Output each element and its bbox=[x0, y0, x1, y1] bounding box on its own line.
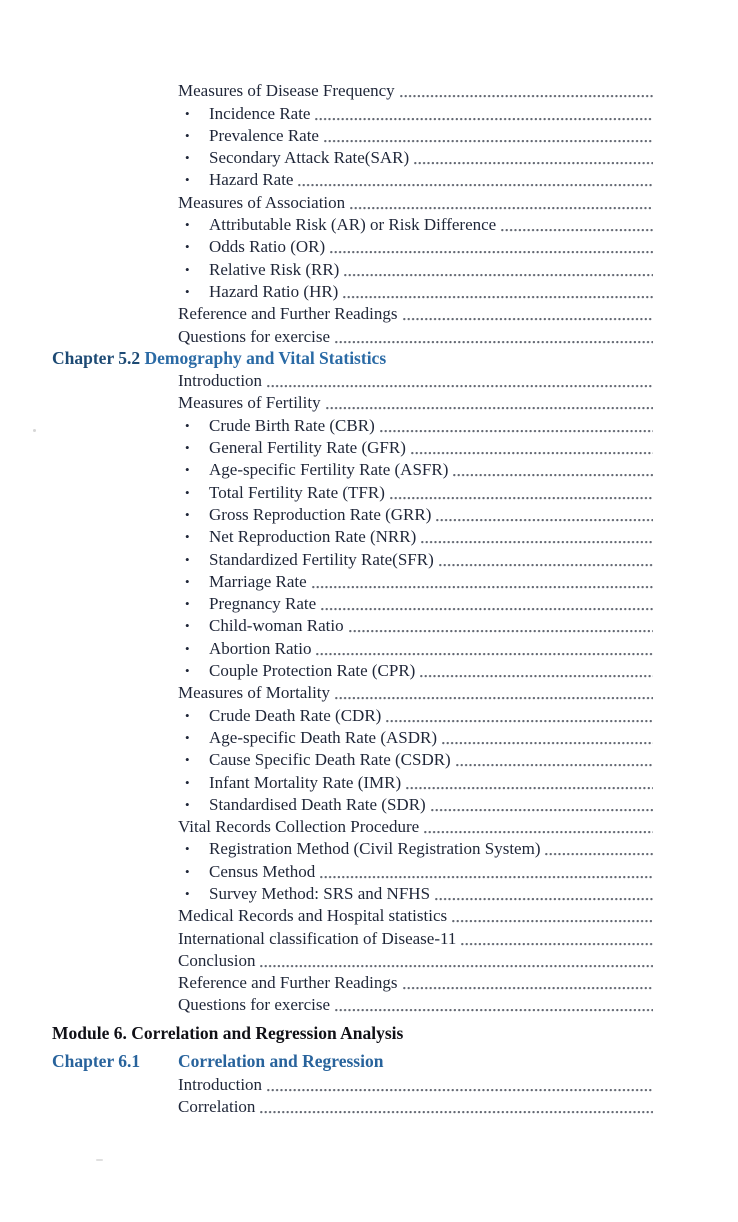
toc-entry-label: Measures of Fertility bbox=[178, 393, 321, 413]
toc-entry-label: Registration Method (Civil Registration System) bbox=[209, 839, 541, 859]
toc-entry-label: Couple Protection Rate (CPR) bbox=[209, 661, 416, 681]
dotted-leader bbox=[344, 273, 653, 277]
bullet-icon: • bbox=[185, 551, 190, 567]
dotted-leader bbox=[452, 919, 653, 923]
toc-bullet-item bbox=[178, 837, 653, 859]
bullet-icon: • bbox=[185, 573, 190, 589]
toc-entry-label: Age-specific Death Rate (ASDR) bbox=[209, 727, 438, 747]
toc-entry-label: Net Reproduction Rate (NRR) bbox=[209, 527, 417, 547]
toc-bullet-item bbox=[178, 503, 653, 525]
toc-bullet-item bbox=[178, 547, 653, 569]
dotted-leader bbox=[456, 763, 653, 767]
dotted-leader bbox=[312, 585, 653, 589]
chapter-number: Chapter 6.1 bbox=[52, 1051, 141, 1072]
toc-entry-label: Abortion Ratio bbox=[209, 638, 312, 658]
toc-entry-label: Introduction bbox=[178, 1074, 263, 1094]
dotted-leader bbox=[321, 607, 653, 611]
bullet-icon: • bbox=[185, 462, 190, 478]
dotted-leader bbox=[335, 1008, 653, 1012]
toc-entry-label: Cause Specific Death Rate (CSDR) bbox=[209, 750, 451, 770]
bullet-icon: • bbox=[185, 217, 190, 233]
toc-bullet-item bbox=[178, 413, 653, 435]
toc-bullet-item bbox=[178, 235, 653, 257]
toc-entry-label: Incidence Rate bbox=[209, 103, 311, 123]
bullet-icon: • bbox=[185, 752, 190, 768]
toc-entry-label: Reference and Further Readings bbox=[178, 973, 398, 993]
dotted-leader bbox=[406, 786, 653, 790]
toc-entry-label: Census Method bbox=[209, 861, 316, 881]
toc-entry-label: Questions for exercise bbox=[178, 995, 331, 1015]
bullet-icon: • bbox=[185, 729, 190, 745]
dotted-leader bbox=[424, 830, 653, 834]
toc-entry-label: Measures of Disease Frequency bbox=[178, 81, 395, 101]
dotted-leader bbox=[431, 808, 653, 812]
chapter-heading bbox=[52, 347, 653, 369]
dotted-leader bbox=[414, 161, 653, 165]
toc-bullet-item bbox=[178, 770, 653, 792]
dotted-leader bbox=[335, 696, 653, 700]
bullet-icon: • bbox=[185, 239, 190, 255]
dotted-leader bbox=[330, 250, 653, 254]
toc-entry-label: Prevalence Rate bbox=[209, 125, 319, 145]
toc-entry bbox=[178, 369, 653, 391]
bullet-icon: • bbox=[185, 417, 190, 433]
chapter-title: Demography and Vital Statistics bbox=[144, 347, 387, 368]
bullet-icon: • bbox=[185, 796, 190, 812]
scan-speck bbox=[96, 1159, 103, 1161]
toc-entry-label: Conclusion bbox=[178, 950, 256, 970]
toc-entry-label: Reference and Further Readings bbox=[178, 304, 398, 324]
toc-entry bbox=[178, 971, 653, 993]
bullet-icon: • bbox=[185, 885, 190, 901]
toc-entry-label: Hazard Ratio (HR) bbox=[209, 281, 339, 301]
toc-entry bbox=[178, 79, 653, 101]
bullet-icon: • bbox=[185, 506, 190, 522]
toc-bullet-item bbox=[178, 592, 653, 614]
toc-entry bbox=[178, 993, 653, 1015]
chapter-number: Chapter 5.2 bbox=[52, 347, 145, 368]
toc-entry-label: Survey Method: SRS and NFHS bbox=[209, 883, 431, 903]
toc-bullet-item bbox=[178, 726, 653, 748]
dotted-leader bbox=[403, 986, 654, 990]
toc-entry-label: Odds Ratio (OR) bbox=[209, 237, 326, 257]
bullet-icon: • bbox=[185, 529, 190, 545]
toc-entry-label: Measures of Mortality bbox=[178, 683, 331, 703]
bullet-icon: • bbox=[185, 484, 190, 500]
dotted-leader bbox=[298, 183, 653, 187]
toc-entry-label: Hazard Rate bbox=[209, 170, 294, 190]
toc-entry-label: Standardised Death Rate (SDR) bbox=[209, 794, 426, 814]
dotted-leader bbox=[453, 473, 653, 477]
toc-entry bbox=[178, 815, 653, 837]
toc-bullet-item bbox=[178, 525, 653, 547]
toc-entry bbox=[178, 1072, 653, 1094]
toc-entry bbox=[178, 190, 653, 212]
toc-entry bbox=[178, 681, 653, 703]
dotted-leader bbox=[442, 741, 653, 745]
toc-entry-label: Standardized Fertility Rate(SFR) bbox=[209, 549, 434, 569]
dotted-leader bbox=[343, 295, 653, 299]
toc-entry-label: Total Fertility Rate (TFR) bbox=[209, 482, 385, 502]
module-heading-label: Module 6. Correlation and Regression Analysis bbox=[52, 1023, 404, 1044]
toc-entry-label: Secondary Attack Rate(SAR) bbox=[209, 148, 410, 168]
dotted-leader bbox=[411, 451, 653, 455]
toc-entry-label: Questions for exercise bbox=[178, 326, 331, 346]
bullet-icon: • bbox=[185, 774, 190, 790]
dotted-leader bbox=[349, 629, 653, 633]
scan-speck bbox=[33, 429, 36, 432]
toc-bullet-item bbox=[178, 636, 653, 658]
bullet-icon: • bbox=[185, 261, 190, 277]
dotted-leader bbox=[545, 852, 653, 856]
bullet-icon: • bbox=[185, 172, 190, 188]
dotted-leader bbox=[400, 94, 653, 98]
dotted-leader bbox=[316, 652, 653, 656]
dotted-leader bbox=[267, 384, 653, 388]
bullet-icon: • bbox=[185, 707, 190, 723]
dotted-leader bbox=[315, 117, 653, 121]
bullet-icon: • bbox=[185, 663, 190, 679]
bullet-icon: • bbox=[185, 105, 190, 121]
dotted-leader bbox=[324, 139, 653, 143]
dotted-leader bbox=[420, 674, 653, 678]
toc-bullet-item bbox=[178, 458, 653, 480]
toc-bullet-item bbox=[178, 659, 653, 681]
toc-bullet-item bbox=[178, 213, 653, 235]
toc-entry bbox=[178, 302, 653, 324]
toc-entry-label: Relative Risk (RR) bbox=[209, 259, 340, 279]
bullet-icon: • bbox=[185, 127, 190, 143]
dotted-leader bbox=[421, 540, 653, 544]
dotted-leader bbox=[390, 496, 653, 500]
toc-entry bbox=[178, 949, 653, 971]
toc-bullet-item bbox=[178, 280, 653, 302]
dotted-leader bbox=[501, 228, 653, 232]
toc-entry-label: Age-specific Fertility Rate (ASFR) bbox=[209, 460, 449, 480]
dotted-leader bbox=[326, 406, 653, 410]
toc-entry-label: Crude Death Rate (CDR) bbox=[209, 705, 382, 725]
toc-bullet-item bbox=[178, 436, 653, 458]
dotted-leader bbox=[260, 1110, 653, 1114]
bullet-icon: • bbox=[185, 283, 190, 299]
toc-entry-label: Correlation bbox=[178, 1097, 256, 1117]
toc-entry-label: General Fertility Rate (GFR) bbox=[209, 438, 406, 458]
toc-bullet-item bbox=[178, 793, 653, 815]
toc-bullet-item bbox=[178, 101, 653, 123]
toc-entry-label: Pregnancy Rate bbox=[209, 594, 317, 614]
toc-entry-label: International classification of Disease-11 bbox=[178, 928, 457, 948]
chapter-title: Correlation and Regression bbox=[178, 1051, 384, 1072]
toc-bullet-item bbox=[178, 168, 653, 190]
toc-bullet-item bbox=[178, 124, 653, 146]
toc-entry-label: Gross Reproduction Rate (GRR) bbox=[209, 504, 432, 524]
toc-bullet-item bbox=[178, 703, 653, 725]
bullet-icon: • bbox=[185, 596, 190, 612]
toc-list bbox=[0, 79, 738, 1117]
toc-bullet-item bbox=[178, 480, 653, 502]
chapter-heading bbox=[52, 1047, 653, 1072]
bullet-icon: • bbox=[185, 150, 190, 166]
dotted-leader bbox=[403, 317, 654, 321]
dotted-leader bbox=[335, 340, 653, 344]
toc-entry-label: Marriage Rate bbox=[209, 571, 307, 591]
toc-entry-label: Infant Mortality Rate (IMR) bbox=[209, 772, 402, 792]
dotted-leader bbox=[461, 942, 653, 946]
toc-entry bbox=[178, 324, 653, 346]
dotted-leader bbox=[267, 1088, 653, 1092]
toc-entry-label: Measures of Association bbox=[178, 192, 346, 212]
module-heading bbox=[52, 1019, 653, 1044]
toc-bullet-item bbox=[178, 570, 653, 592]
toc-entry-label: Attributable Risk (AR) or Risk Difference bbox=[209, 215, 497, 235]
dotted-leader bbox=[386, 719, 653, 723]
dotted-leader bbox=[439, 563, 653, 567]
bullet-icon: • bbox=[185, 863, 190, 879]
toc-entry bbox=[178, 391, 653, 413]
toc-entry-label: Vital Records Collection Procedure bbox=[178, 817, 420, 837]
toc-bullet-item bbox=[178, 257, 653, 279]
dotted-leader bbox=[260, 964, 653, 968]
dotted-leader bbox=[350, 206, 653, 210]
bullet-icon: • bbox=[185, 841, 190, 857]
toc-entry-label: Introduction bbox=[178, 371, 263, 391]
bullet-icon: • bbox=[185, 640, 190, 656]
toc-bullet-item bbox=[178, 146, 653, 168]
dotted-leader bbox=[435, 897, 653, 901]
toc-bullet-item bbox=[178, 614, 653, 636]
dotted-leader bbox=[380, 429, 653, 433]
bullet-icon: • bbox=[185, 440, 190, 456]
toc-entry-label: Medical Records and Hospital statistics bbox=[178, 906, 448, 926]
toc-entry bbox=[178, 926, 653, 948]
bullet-icon: • bbox=[185, 618, 190, 634]
toc-entry bbox=[178, 904, 653, 926]
toc-entry-label: Crude Birth Rate (CBR) bbox=[209, 415, 375, 435]
dotted-leader bbox=[436, 518, 653, 522]
toc-bullet-item bbox=[178, 882, 653, 904]
dotted-leader bbox=[320, 875, 653, 879]
toc-entry-label: Child-woman Ratio bbox=[209, 616, 344, 636]
toc-entry bbox=[178, 1095, 653, 1117]
toc-bullet-item bbox=[178, 859, 653, 881]
toc-bullet-item bbox=[178, 748, 653, 770]
